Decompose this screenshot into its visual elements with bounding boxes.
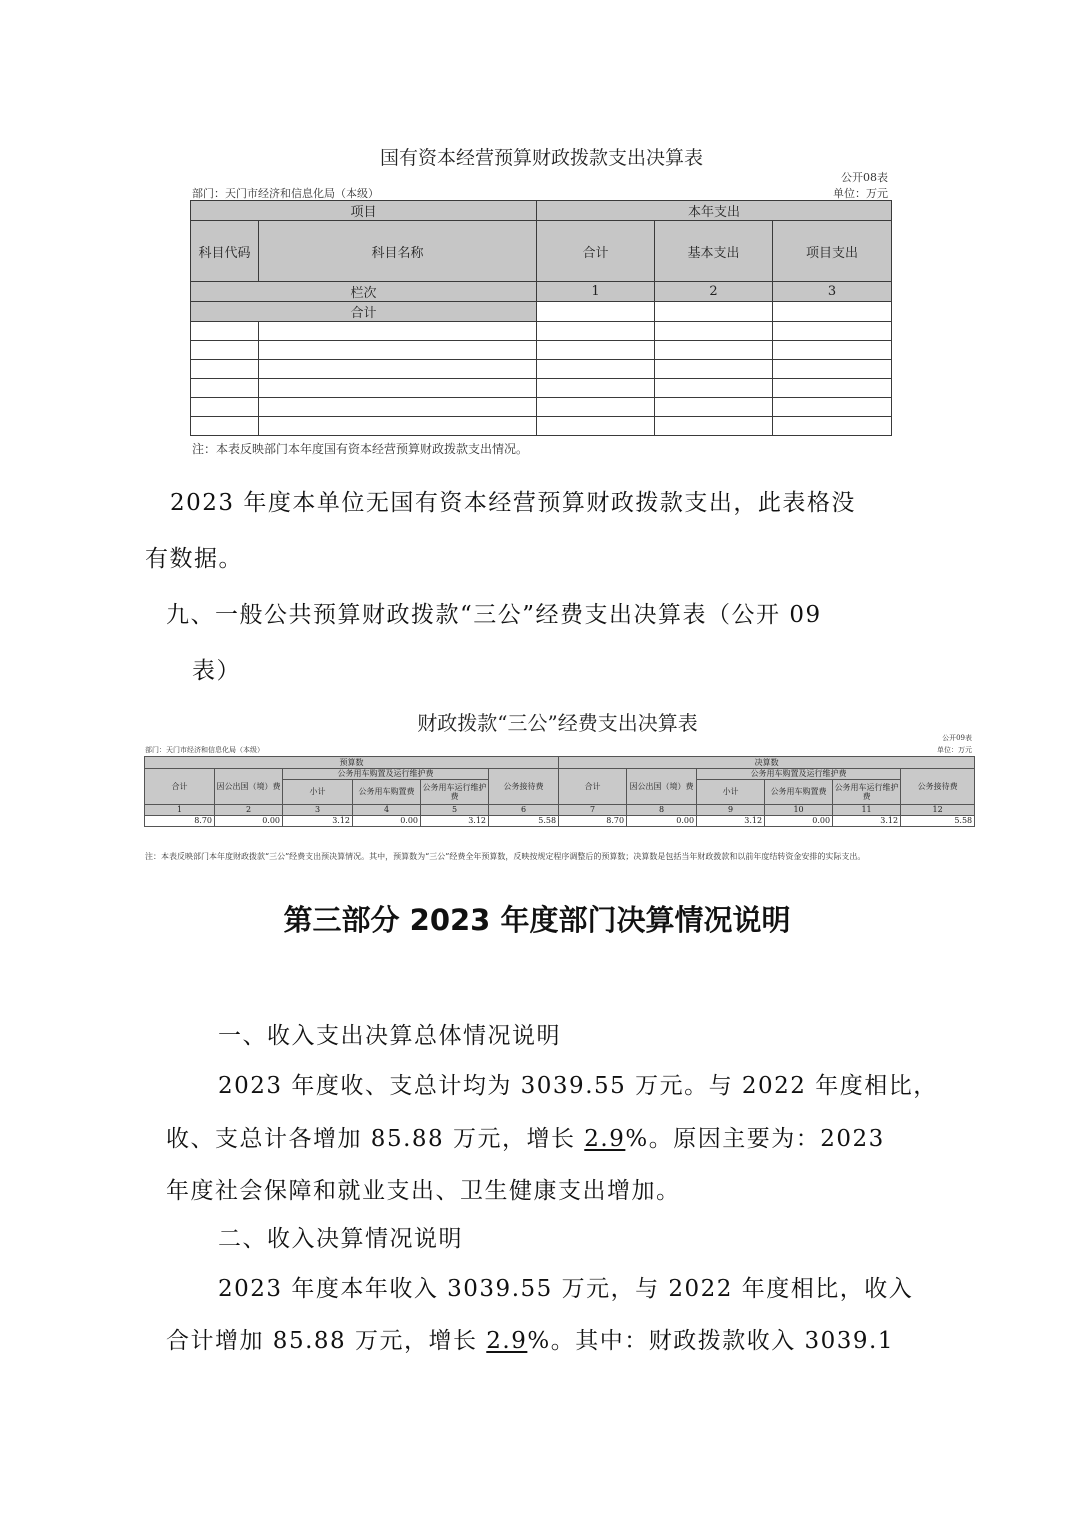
section9-heading-line1: 九、一般公共预算财政拨款“三公”经费支出决算表（公开 09 xyxy=(166,602,822,628)
value-cell: 3.12 xyxy=(421,816,489,827)
growth-percent: 2.9 xyxy=(486,1328,528,1354)
section-title: 第三部分 2023 年度部门决算情况说明 xyxy=(283,903,791,937)
header-subtotal: 小计 xyxy=(283,780,353,805)
header-abroad: 因公出国（境）费 xyxy=(215,769,283,805)
s1-line1: 2023 年度收、支总计均为 3039.55 万元。与 2022 年度相比， xyxy=(218,1073,938,1099)
table2-code: 公开09表 xyxy=(942,734,972,742)
value-cell: 0.00 xyxy=(627,816,697,827)
table-row xyxy=(191,398,892,417)
header-basic: 基本支出 xyxy=(655,221,773,282)
table-row xyxy=(145,816,975,827)
column-number: 1 xyxy=(145,805,215,816)
header-reception: 公务接待费 xyxy=(901,769,975,805)
header-total: 合计 xyxy=(145,769,215,805)
value-cell: 5.58 xyxy=(489,816,559,827)
table-row xyxy=(191,341,892,360)
no-data-paragraph-line1: 2023 年度本单位无国有资本经营预算财政拨款支出，此表格没 xyxy=(170,490,856,516)
table1-code: 公开08表 xyxy=(841,171,888,184)
section9-heading-line2: 表） xyxy=(192,658,241,684)
header-subtotal: 小计 xyxy=(697,780,765,805)
column-number: 6 xyxy=(489,805,559,816)
growth-percent: 2.9 xyxy=(584,1126,626,1152)
column-number: 3 xyxy=(773,282,892,302)
value-cell: 0.00 xyxy=(353,816,421,827)
empty-cell xyxy=(655,302,773,322)
table-row xyxy=(191,417,892,436)
header-total: 合计 xyxy=(559,769,627,805)
column-number: 3 xyxy=(283,805,353,816)
s2-heading: 二、收入决算情况说明 xyxy=(218,1226,463,1252)
state-capital-expenditure-table xyxy=(190,200,892,436)
value-cell: 3.12 xyxy=(697,816,765,827)
header-vehicle-purchase: 公务用车购置费 xyxy=(353,780,421,805)
header-vehicle-operation: 公务用车运行维护费 xyxy=(833,780,901,805)
column-number: 4 xyxy=(353,805,421,816)
table-row xyxy=(191,322,892,341)
s1-line2-text: %。原因主要为：2023 xyxy=(625,1126,885,1152)
header-vehicle-purchase: 公务用车购置费 xyxy=(765,780,833,805)
s2-line1: 2023 年度本年收入 3039.55 万元，与 2022 年度相比，收入 xyxy=(218,1276,914,1302)
header-total: 合计 xyxy=(537,221,655,282)
header-subject-name: 科目名称 xyxy=(259,221,537,282)
column-number: 2 xyxy=(655,282,773,302)
column-number: 5 xyxy=(421,805,489,816)
header-vehicle-group: 公务用车购置及运行维护费 xyxy=(283,769,489,780)
column-number: 11 xyxy=(833,805,901,816)
s2-line2-text: %。其中：财政拨款收入 3039.1 xyxy=(527,1328,895,1354)
header-budget: 预算数 xyxy=(145,757,559,769)
header-vehicle-operation: 公务用车运行维护费 xyxy=(421,780,489,805)
table1-unit: 单位：万元 xyxy=(833,187,888,200)
s2-line2 xyxy=(166,1322,894,1355)
column-number: 8 xyxy=(627,805,697,816)
column-number: 9 xyxy=(697,805,765,816)
column-number: 10 xyxy=(765,805,833,816)
table-row xyxy=(191,360,892,379)
empty-cell xyxy=(537,302,655,322)
column-number: 2 xyxy=(215,805,283,816)
value-cell: 0.00 xyxy=(215,816,283,827)
table2-unit: 单位：万元 xyxy=(937,746,972,754)
s1-line3: 年度社会保障和就业支出、卫生健康支出增加。 xyxy=(166,1178,681,1204)
value-cell: 3.12 xyxy=(833,816,901,827)
s1-heading: 一、收入支出决算总体情况说明 xyxy=(218,1023,561,1049)
table2-department: 部门：天门市经济和信息化局（本级） xyxy=(145,746,264,754)
column-number-row xyxy=(145,805,975,816)
header-project: 项目支出 xyxy=(773,221,892,282)
s1-line2-text: 收、支总计各增加 85.88 万元，增长 xyxy=(166,1126,585,1152)
three-public-expenses-table xyxy=(144,756,975,827)
header-abroad: 因公出国（境）费 xyxy=(627,769,697,805)
table1-note: 注：本表反映部门本年度国有资本经营预算财政拨款支出情况。 xyxy=(192,442,529,456)
column-number: 12 xyxy=(901,805,975,816)
no-data-paragraph-line2: 有数据。 xyxy=(145,546,243,572)
value-cell: 5.58 xyxy=(901,816,975,827)
header-reception: 公务接待费 xyxy=(489,769,559,805)
header-vehicle-group: 公务用车购置及运行维护费 xyxy=(697,769,901,780)
value-cell: 3.12 xyxy=(283,816,353,827)
sum-row-label: 合计 xyxy=(191,302,537,322)
header-subject-code: 科目代码 xyxy=(191,221,259,282)
column-number: 1 xyxy=(537,282,655,302)
table1-title: 国有资本经营预算财政拨款支出决算表 xyxy=(379,147,703,169)
s2-line2-text: 合计增加 85.88 万元，增长 xyxy=(166,1328,487,1354)
header-current-year: 本年支出 xyxy=(537,201,892,221)
value-cell: 0.00 xyxy=(765,816,833,827)
s1-line2 xyxy=(166,1120,885,1153)
table1-department: 部门：天门市经济和信息化局（本级） xyxy=(192,187,379,200)
table2-title: 财政拨款“三公”经费支出决算表 xyxy=(417,711,698,735)
header-final: 决算数 xyxy=(559,757,975,769)
column-number: 7 xyxy=(559,805,627,816)
value-cell: 8.70 xyxy=(559,816,627,827)
value-cell: 8.70 xyxy=(145,816,215,827)
table2-note: 注：本表反映部门本年度财政拨款“三公”经费支出预决算情况。其中，预算数为“三公”经费全年预算数，反映按规定程序调整后的预算数；决算数是包括当年财政拨款和以前年度结转资金安排的实际支出。 xyxy=(145,852,866,861)
empty-cell xyxy=(773,302,892,322)
header-item: 项目 xyxy=(191,201,537,221)
table-row xyxy=(191,379,892,398)
column-order-label: 栏次 xyxy=(191,282,537,302)
